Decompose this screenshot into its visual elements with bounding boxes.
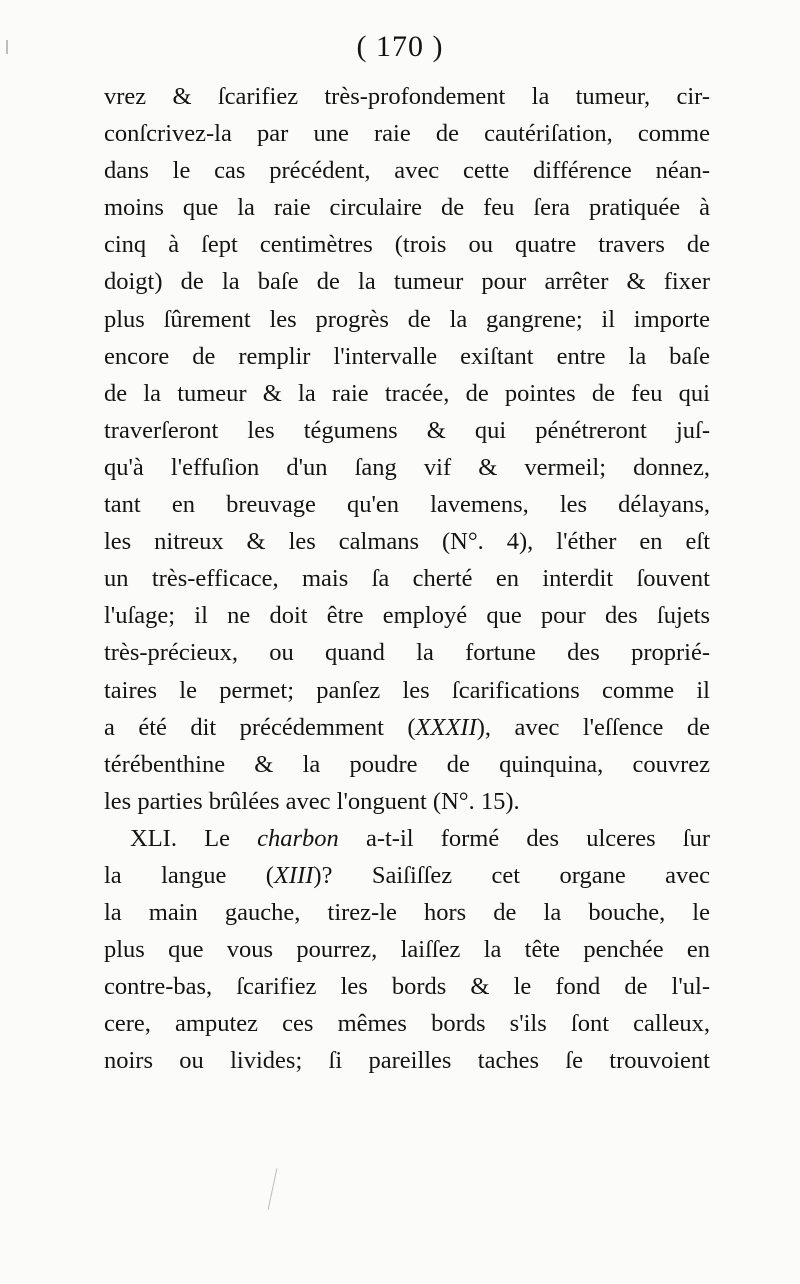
text-line: traverſeront les tégumens & qui pénétreront juſ- (104, 416, 710, 444)
text-line: plus ſûrement les progrès de la gangrene; il importe (104, 305, 710, 333)
text-line: cere, amputez ces mêmes bords s'ils ſont calleux, (104, 1010, 710, 1038)
section-start-line: XLI. Le charbon a-t-il formé des ulceres ſur (130, 824, 710, 852)
text-line: plus que vous pourrez, laiſſez la tête penchée en (104, 936, 710, 964)
text-line: dans le cas précédent, avec cette différence néan- (104, 157, 710, 185)
text-line: l'uſage; il ne doit être employé que pour des ſujets (104, 602, 710, 630)
text-line: contre-bas, ſcarifiez les bords & le fond de l'ul- (104, 973, 710, 1001)
text-line: vrez & ſcarifiez très-profondement la tumeur, cir- (104, 83, 710, 110)
text-line: doigt) de la baſe de la tumeur pour arrêter & fixer (104, 268, 710, 296)
text-line: la main gauche, tirez-le hors de la bouche, le (104, 899, 710, 927)
page-number: ( 170 ) (356, 30, 444, 63)
text-line: encore de remplir l'intervalle exiſtant entre la baſe (104, 342, 710, 370)
text-line: de la tumeur & la raie tracée, de pointes de feu qui (104, 379, 710, 407)
text-line: taires le permet; panſez les ſcarifications comme il (104, 676, 710, 704)
text-line: qu'à l'effuſion d'un ſang vif & vermeil; donnez, (104, 453, 710, 481)
text-line: un très-efficace, mais ſa cherté en interdit ſouvent (104, 565, 710, 593)
text-line: moins que la raie circulaire de feu ſera pratiquée à (104, 194, 710, 222)
text-line: cinq à ſept centimètres (trois ou quatre travers de (104, 231, 710, 259)
text-line: très-précieux, ou quand la fortune des proprié- (104, 639, 710, 667)
text-line: les nitreux & les calmans (N°. 4), l'éther en eſt (104, 528, 710, 556)
paragraph-end-line: les parties brûlées avec l'onguent (N°. 15). (104, 787, 520, 815)
margin-speck (6, 40, 8, 54)
italic-reference: XIII (273, 861, 314, 889)
italic-term: charbon (257, 824, 339, 852)
text-line: noirs ou livides; ſi pareilles taches ſe trouvoient (104, 1047, 710, 1075)
body-text (104, 78, 710, 1080)
text-line: térébenthine & la poudre de quinquina, couvrez (104, 750, 710, 778)
text-line: la langue (XIII)? Saiſiſſez cet organe avec (104, 861, 710, 889)
italic-reference: XXXII (415, 713, 477, 741)
text-line: a été dit précédemment (XXXII), avec l'eſſence de (104, 713, 710, 741)
text-line: conſcrivez-la par une raie de cautériſation, comme (104, 120, 710, 148)
margin-speck (268, 1168, 278, 1209)
text-line: tant en breuvage qu'en lavemens, les délayans, (104, 491, 710, 519)
